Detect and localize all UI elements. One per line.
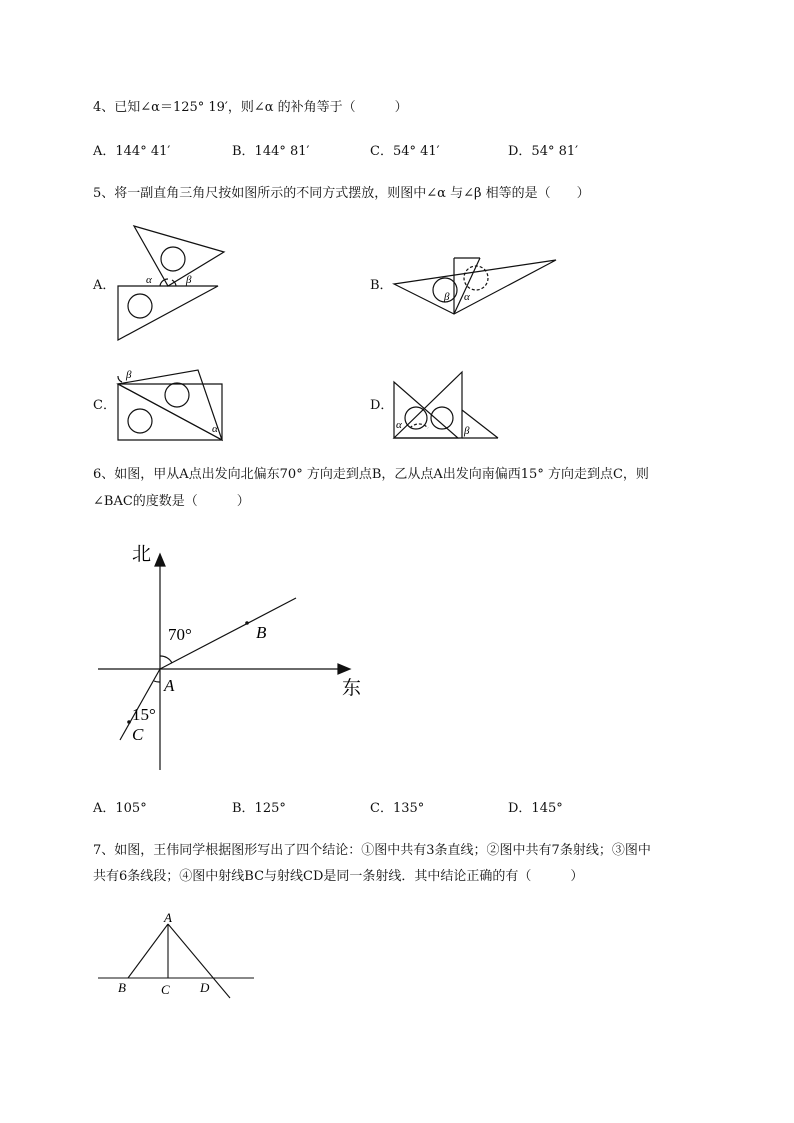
q4-option-c: C．54° 41′ xyxy=(370,144,440,159)
point-b-label: B xyxy=(256,623,267,642)
q5-option-b-letter: B． xyxy=(370,278,393,293)
q5d-alpha: α xyxy=(396,419,402,431)
q4-option-b: B．144° 81′ xyxy=(232,144,310,159)
east-label: 东 xyxy=(342,678,362,699)
q5-figure-a xyxy=(110,222,230,344)
q5d-beta: β xyxy=(464,425,470,437)
q5a-beta: β xyxy=(186,274,192,286)
q5c-alpha: α xyxy=(212,423,218,435)
q7-figure xyxy=(94,910,258,1002)
q6-figure xyxy=(94,536,364,772)
point-b-label: B xyxy=(118,980,126,995)
q5-option-c-letter: C． xyxy=(93,398,116,413)
angle-15-label: 15° xyxy=(132,705,156,724)
triangle-hole-upper xyxy=(165,383,189,407)
point-a-label: A xyxy=(164,910,172,925)
q5c-beta: β xyxy=(126,369,132,381)
triangle-right xyxy=(394,372,462,438)
q6-option-b: B．125° xyxy=(232,801,286,816)
east-arrowhead xyxy=(338,664,350,674)
q6-stem-line2: ∠BAC的度数是（ ） xyxy=(93,494,250,509)
q4-stem: 4、已知∠α＝125° 19′，则∠α 的补角等于（ ） xyxy=(93,100,408,115)
q5a-alpha: α xyxy=(146,274,152,286)
q5-option-d-letter: D． xyxy=(370,398,394,413)
angle-70-label: 70° xyxy=(168,625,192,644)
q5-stem: 5、将一副直角三角尺按如图所示的不同方式摆放，则图中∠α 与∠β 相等的是（ ） xyxy=(93,186,590,201)
triangle-hole-right xyxy=(464,266,488,290)
triangle-hole-left xyxy=(405,407,427,429)
q5-figure-d xyxy=(388,368,500,442)
q5-figure-b xyxy=(390,254,560,320)
triangle-lower xyxy=(118,286,218,340)
point-a-label: A xyxy=(164,676,175,695)
triangle-hole-lower xyxy=(128,409,152,433)
q5-figure-c xyxy=(110,364,230,446)
q6-option-c: C．135° xyxy=(370,801,425,816)
q4-option-d: D．54° 81′ xyxy=(508,144,579,159)
triangle-left xyxy=(394,382,458,438)
point-c-dot xyxy=(127,720,131,724)
q5b-alpha: α xyxy=(464,291,470,303)
ray-ad xyxy=(168,924,230,998)
point-b-dot xyxy=(245,621,249,625)
q7-stem-line1: 7、如图，王伟同学根据图形写出了四个结论：①图中共有3条直线；②图中共有7条射线；③图中 xyxy=(93,843,651,858)
point-d-label: D xyxy=(200,980,210,995)
q6-stem-line1: 6、如图，甲从A点出发向北偏东70° 方向走到点B，乙从点A出发向南偏西15° 方向走到点C，则 xyxy=(93,467,649,482)
triangle-hole-lower xyxy=(128,294,152,318)
triangle-hole-upper xyxy=(161,247,185,271)
q6-option-a: A．105° xyxy=(93,801,147,816)
point-c-label: C xyxy=(132,725,144,744)
north-label: 北 xyxy=(132,544,152,565)
q7-stem-line2: 共有6条线段；④图中射线BC与射线CD是同一条射线．其中结论正确的有（ ） xyxy=(93,869,584,884)
q5b-beta: β xyxy=(444,291,450,303)
north-arrowhead xyxy=(155,554,165,566)
q5-option-a-letter: A． xyxy=(93,278,116,293)
point-c-label: C xyxy=(161,982,170,997)
q6-option-d: D．145° xyxy=(508,801,563,816)
segment-ab xyxy=(128,924,168,978)
q4-option-a: A．144° 41′ xyxy=(93,144,171,159)
